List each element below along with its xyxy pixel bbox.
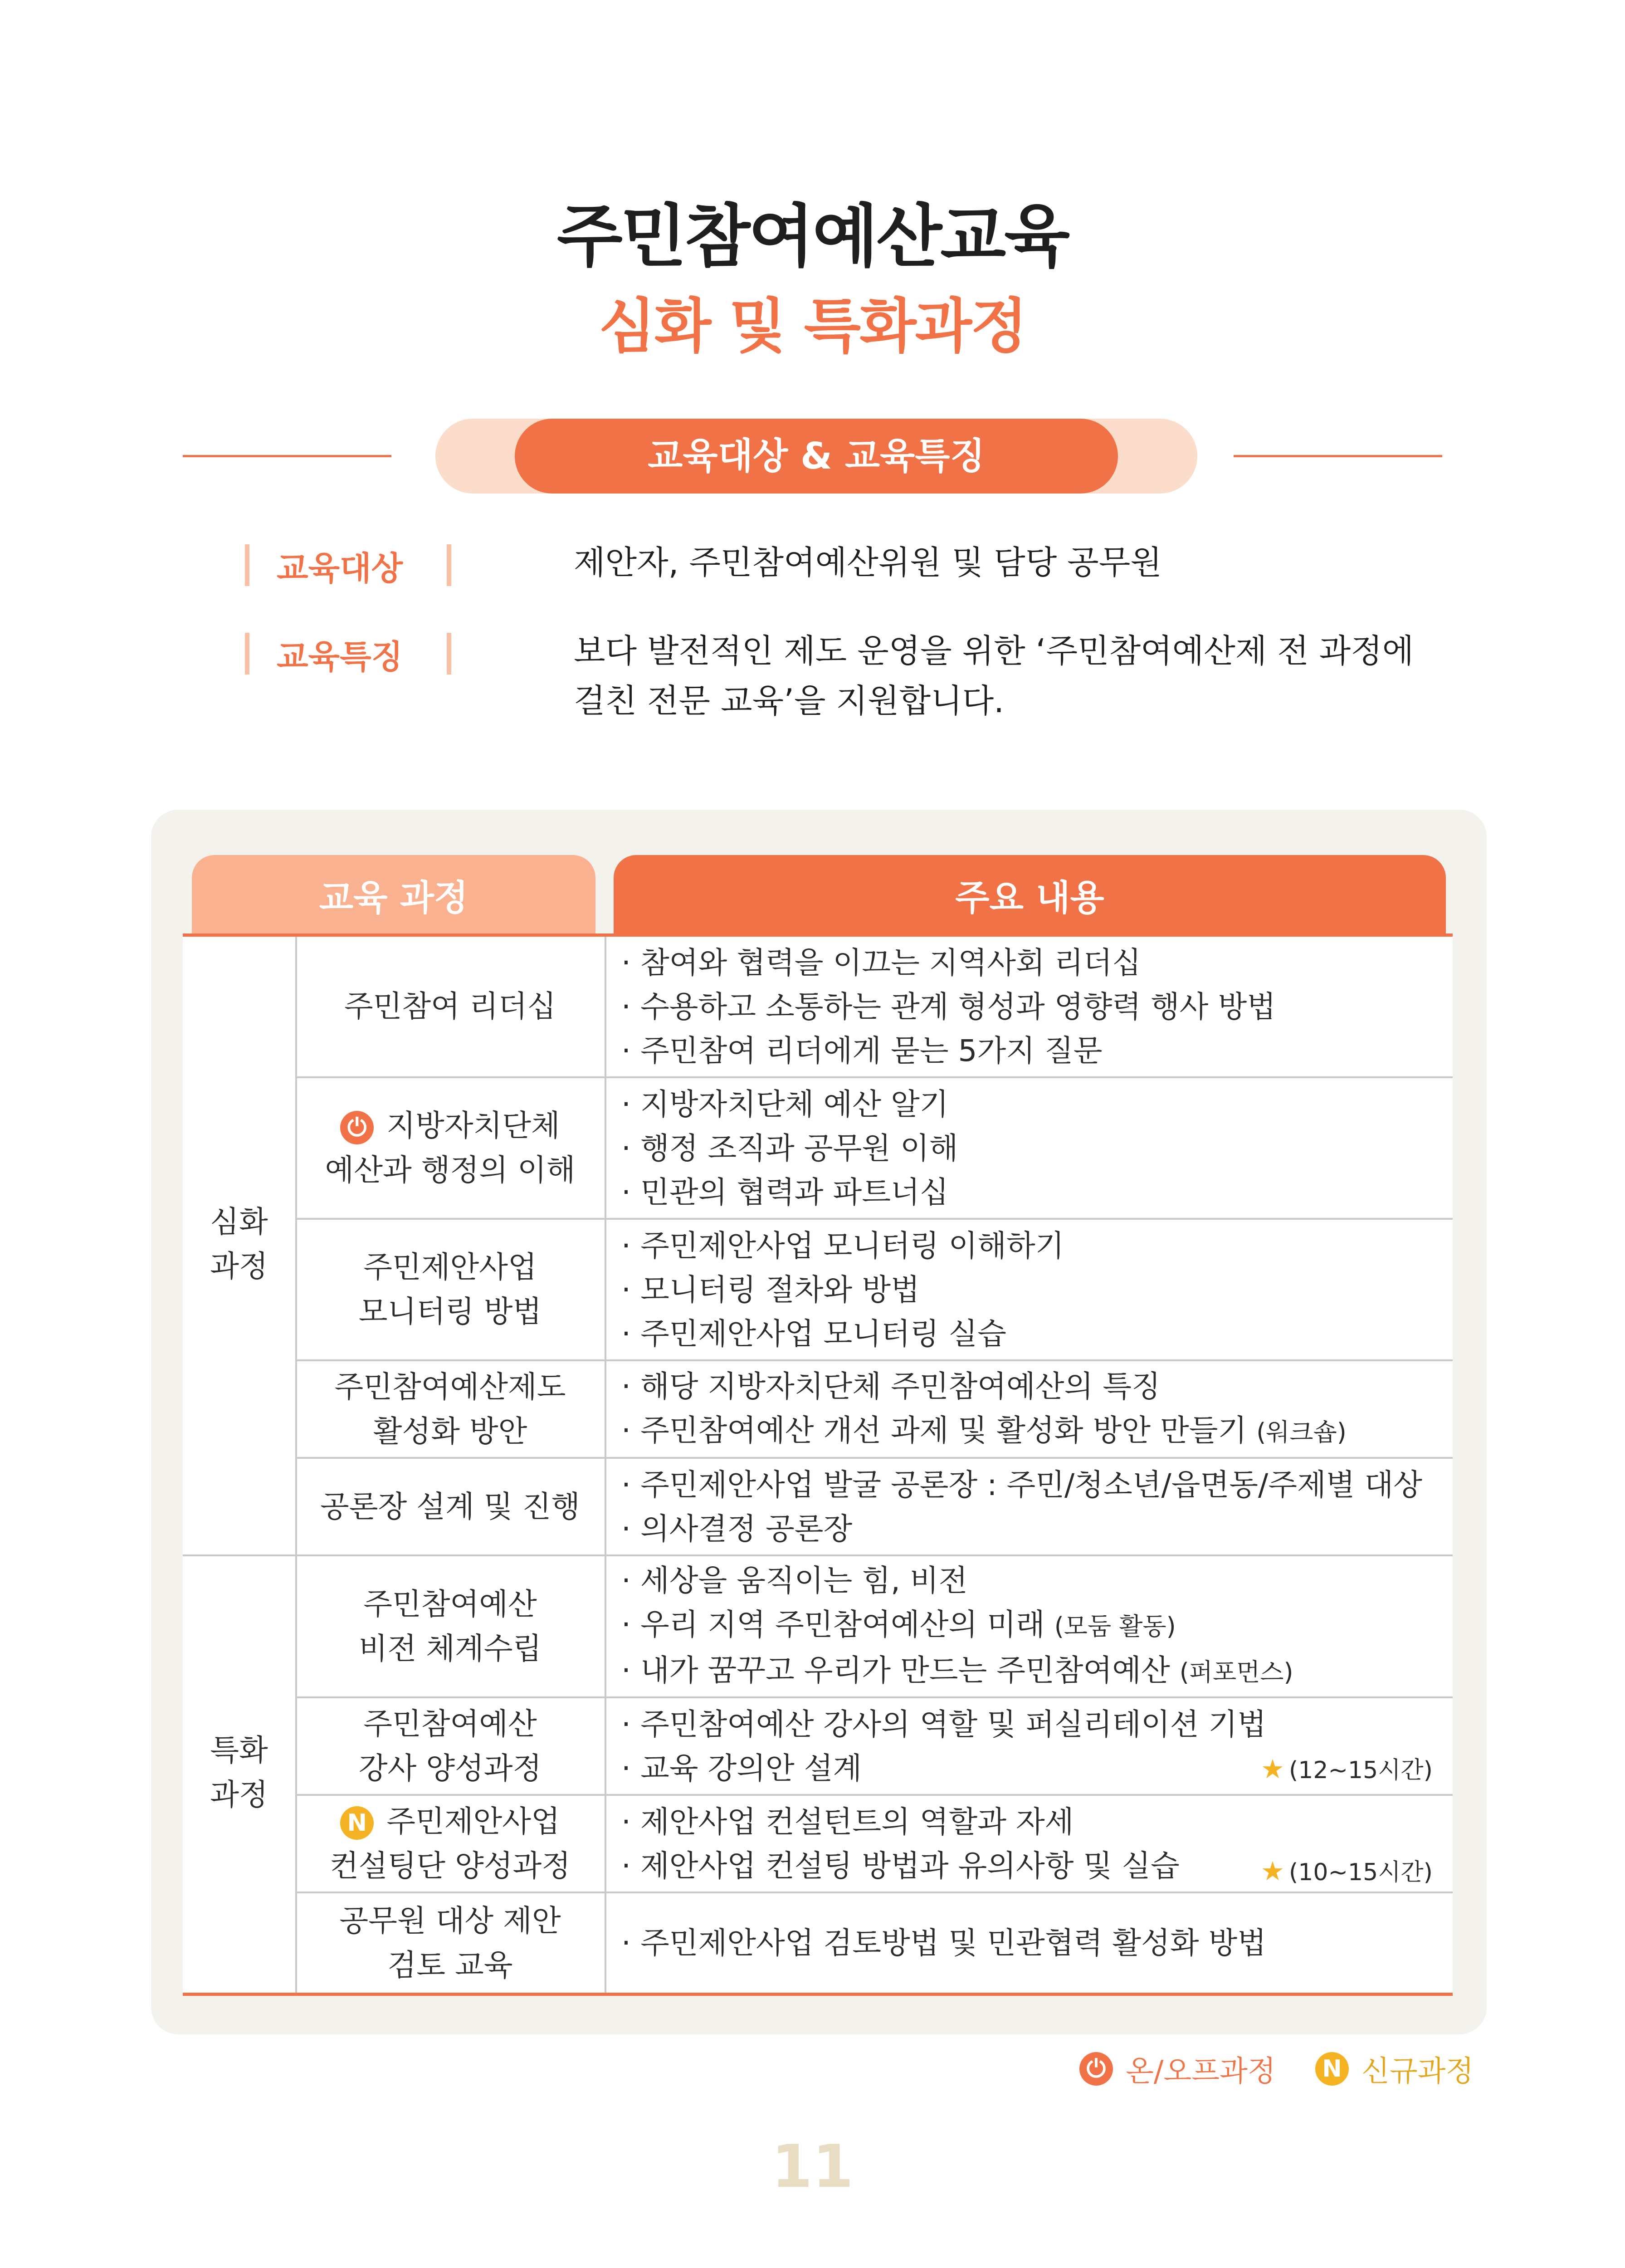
label-bar [245,544,249,586]
section-pill: 교육대상 & 교육특징 [515,419,1118,494]
content-item-with-note [621,1603,1442,1648]
feature-line: 보다 발전적인 제도 운영을 위한 ‘주민참여예산제 전 과정에 [574,632,1414,670]
course-name: 예산과 행정의 이해 [325,1153,576,1188]
content-cell [621,1459,1442,1554]
table-top-rule [183,934,1453,937]
content-cell [621,1893,1442,1993]
legend-new [1315,2048,1474,2090]
table-bottom-rule [183,1993,1453,1996]
course-name: 컨설팅단 양성과정 [329,1848,571,1883]
legend-label: 온/오프과정 [1126,2055,1276,2088]
page-subtitle: 심화 및 특화과정 [599,292,1026,361]
content-cell [621,1078,1442,1218]
divider-left [183,455,391,457]
feature-line: 걸친 전문 교육’을 지원합니다. [574,682,1005,720]
course-name: 주민제안사업 [363,1250,537,1285]
header-content: 주요 내용 [614,855,1446,937]
column-divider [605,937,606,1993]
target-text: 제안자, 주민참여예산위원 및 담당 공무원 [574,543,1162,582]
content-cell [621,1220,1442,1359]
course-name: 강사 양성과정 [358,1750,542,1786]
new-badge-icon: N [340,1806,374,1840]
power-icon: ⏻ [340,1111,374,1144]
content-item: · 의사결정 공론장 [621,1507,1442,1551]
content-item: · 제안사업 컨설팅 방법과 유의사항 및 실습 [621,1844,1442,1888]
course-cell [297,1796,603,1892]
content-item: · 주민제안사업 검토방법 및 민관협력 활성화 방법 [621,1921,1442,1965]
category-label: 과정 [210,1777,268,1812]
course-name: 비전 체계수립 [358,1631,542,1666]
star-icon: ★ [1261,1754,1284,1784]
course-name: 주민참여예산 [363,1706,537,1741]
content-item: · 해당 지방자치단체 주민참여예산의 특징 [621,1364,1442,1408]
content-item: · 수용하고 소통하는 관계 형성과 영향력 행사 방법 [621,985,1442,1029]
course-name: 주민제안사업 [386,1804,560,1839]
content-item: · 주민참여예산 강사의 역할 및 퍼실리테이션 기법 [621,1702,1442,1746]
content-item: · 지방자치단체 예산 알기 [621,1082,1442,1126]
content-item: · 세상을 움직이는 힘, 비전 [621,1559,1442,1603]
label-bar [245,633,249,675]
content-item: · 제안사업 컨설턴트의 역할과 자세 [621,1800,1442,1844]
course-cell [297,1220,603,1359]
divider-right [1234,455,1442,457]
page-number: 11 [771,2132,854,2201]
course-cell [297,1556,603,1696]
legend-onoff [1079,2048,1276,2090]
course-name: 주민참여예산제도 [334,1369,566,1404]
content-item: · 주민제안사업 모니터링 이해하기 [621,1224,1442,1268]
content-item-with-note [621,1648,1442,1694]
hours-badge [1261,1853,1433,1887]
power-icon: ⏻ [1079,2052,1113,2086]
category-label: 심화 [210,1204,268,1239]
content-cell [621,1556,1442,1696]
course-cell [297,937,603,1076]
page-title: 주민참여예산교육 [556,197,1069,276]
content-item: · 교육 강의안 설계 [621,1746,1442,1790]
course-name: 활성화 방안 [373,1413,527,1449]
feature-label: 교육특징 [277,638,403,676]
course-name: 공무원 대상 제안 [339,1903,561,1938]
label-bar [447,544,451,586]
hours-text: (12~15시간) [1289,1757,1433,1784]
content-cell [621,1361,1442,1457]
category-label: 과정 [210,1249,268,1284]
course-name: 주민참여예산 [363,1586,537,1622]
content-item: · 주민제안사업 발굴 공론장 : 주민/청소년/읍면동/주제별 대상 [621,1463,1442,1507]
content-note: (퍼포먼스) [1179,1658,1293,1686]
course-cell [297,1698,603,1794]
course-cell [297,1893,603,1993]
course-name-line [325,1104,575,1148]
content-item: · 모니터링 절차와 방법 [621,1268,1442,1312]
content-item: · 주민참여 리더에게 묻는 5가지 질문 [621,1029,1442,1073]
content-item: · 내가 꿈꾸고 우리가 만드는 주민참여예산 [621,1653,1170,1688]
hours-badge [1261,1751,1433,1785]
content-cell [621,937,1442,1076]
header-course: 교육 과정 [192,855,595,937]
new-badge-icon: N [1315,2052,1349,2086]
course-cell [297,1459,603,1554]
hours-text: (10~15시간) [1289,1859,1433,1886]
course-cell [297,1078,603,1218]
course-name: 지방자치단체 [386,1108,560,1143]
legend-label: 신규과정 [1361,2055,1474,2088]
content-note: (모둠 활동) [1054,1612,1176,1641]
content-item: · 민관의 협력과 파트너십 [621,1170,1442,1214]
content-item: · 우리 지역 주민참여예산의 미래 [621,1607,1045,1642]
target-label: 교육대상 [277,549,403,587]
course-name: 공론장 설계 및 진행 [320,1489,580,1524]
content-item: · 주민참여예산 개선 과제 및 활성화 방안 만들기 [621,1413,1247,1448]
star-icon: ★ [1261,1856,1284,1887]
content-note: (워크숍) [1256,1418,1347,1447]
category-label: 특화 [210,1733,268,1768]
content-item: · 주민제안사업 모니터링 실습 [621,1312,1442,1356]
course-name-line [330,1799,571,1844]
feature-text [574,626,1414,726]
content-item: · 참여와 협력을 이끄는 지역사회 리더십 [621,941,1442,985]
course-name: 주민참여 리더십 [344,989,556,1024]
content-item-with-note [621,1408,1442,1454]
course-name: 모니터링 방법 [358,1294,542,1329]
category-advanced [183,1200,295,1289]
label-bar [447,633,451,675]
category-special [183,1728,295,1817]
course-name: 검토 교육 [387,1947,513,1983]
content-item: · 행정 조직과 공무원 이해 [621,1126,1442,1170]
course-cell [297,1361,603,1457]
